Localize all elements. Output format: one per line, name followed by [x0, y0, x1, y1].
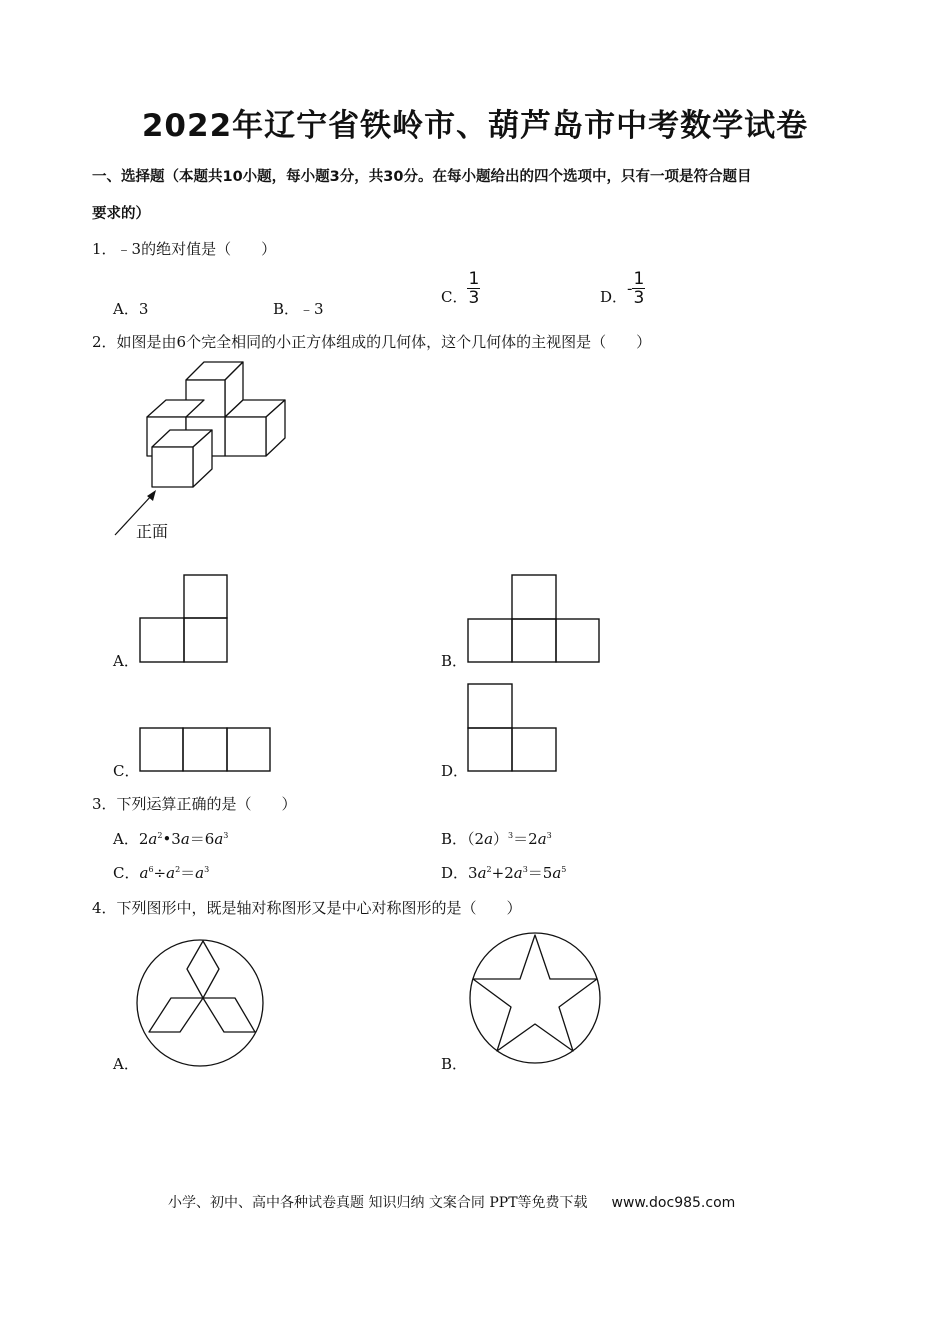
expr-var: a — [537, 830, 547, 848]
fraction-denominator: 3 — [633, 288, 645, 308]
q4-option-a-figure — [137, 940, 263, 1066]
section-header-line2: 要求的） — [92, 206, 150, 222]
fraction-numerator: 1 — [468, 269, 480, 289]
expr-exponent: 3 — [546, 831, 552, 840]
q2-option-b-label: B． — [441, 652, 468, 670]
q2-option-a-label: A． — [113, 652, 139, 670]
expr-exponent: 3 — [522, 865, 528, 874]
expr-var: a — [139, 864, 149, 882]
fraction-numerator: 1 — [633, 269, 645, 289]
q1-option-b: B．﹣3 — [273, 300, 324, 318]
expr-exponent: 2 — [175, 865, 181, 874]
question-3-stem: 3．下列运算正确的是（ ） — [92, 795, 297, 813]
expr-exponent: 3 — [508, 831, 514, 840]
expr-var: a — [477, 864, 487, 882]
expr-part: （2 — [467, 830, 485, 848]
q2-option-d-label: D． — [441, 762, 469, 780]
q1-option-d-label: D． — [600, 288, 628, 306]
expr-var: a — [195, 864, 205, 882]
front-label: 正面 — [136, 522, 169, 541]
question-1-stem: 1．﹣3的绝对值是（ ） — [92, 240, 277, 258]
q2-option-c-label: C． — [113, 762, 140, 780]
expr-exponent: 3 — [204, 865, 210, 874]
expr-exponent: 3 — [223, 831, 229, 840]
q1-option-c-label: C． — [441, 288, 468, 306]
expr-var: a — [166, 864, 176, 882]
expr-var: a — [214, 830, 224, 848]
expr-part: ÷ — [153, 864, 167, 882]
expr-part: ） — [493, 830, 509, 848]
option-label: B． — [441, 830, 468, 848]
q4-option-b-figure — [470, 933, 600, 1063]
option-label: C． — [113, 864, 140, 882]
expr-exponent: 6 — [148, 865, 154, 874]
option-label: A． — [113, 830, 139, 848]
expr-var: a — [148, 830, 158, 848]
expr-var: a — [552, 864, 562, 882]
expr-part: +2 — [491, 864, 514, 882]
q4-option-a-label: A． — [113, 1055, 139, 1073]
page-footer — [168, 1192, 735, 1212]
expr-var: a — [513, 864, 523, 882]
expr-part: •3 — [162, 830, 181, 848]
question-4-stem: 4．下列图形中，既是轴对称图形又是中心对称图形的是（ ） — [92, 899, 522, 917]
q1-option-a: A．3 — [113, 300, 149, 318]
page-title: 2022年辽宁省铁岭市、葫芦岛市中考数学试卷 — [141, 108, 809, 144]
fraction-denominator: 3 — [468, 288, 480, 308]
question-2-stem: 2．如图是由6个完全相同的小正方体组成的几何体，这个几何体的主视图是（ ） — [92, 333, 652, 351]
option-label: D． — [441, 864, 469, 882]
expr-exponent: 2 — [486, 865, 492, 874]
expr-var: a — [484, 830, 494, 848]
expr-part: 3 — [468, 864, 478, 882]
expr-part: ＝6 — [189, 830, 215, 848]
expr-part: 2 — [138, 830, 149, 848]
minus-sign: - — [627, 279, 633, 298]
expr-part: ＝ — [180, 864, 196, 882]
footer-url: www.doc985.com — [611, 1195, 736, 1211]
expr-exponent: 5 — [561, 865, 567, 874]
expr-var: a — [180, 830, 190, 848]
footer-text: 小学、初中、高中各种试卷真题 知识归纳 文案合同 PPT等免费下载 — [168, 1195, 588, 1211]
expr-part: ＝2 — [513, 830, 538, 848]
expr-part: ＝5 — [527, 864, 553, 882]
expr-exponent: 2 — [157, 831, 163, 840]
section-header-line1: 一、选择题（本题共10小题，每小题3分，共30分。在每小题给出的四个选项中，只有一项是符合题目 — [92, 169, 752, 185]
q4-option-b-label: B． — [441, 1055, 468, 1073]
